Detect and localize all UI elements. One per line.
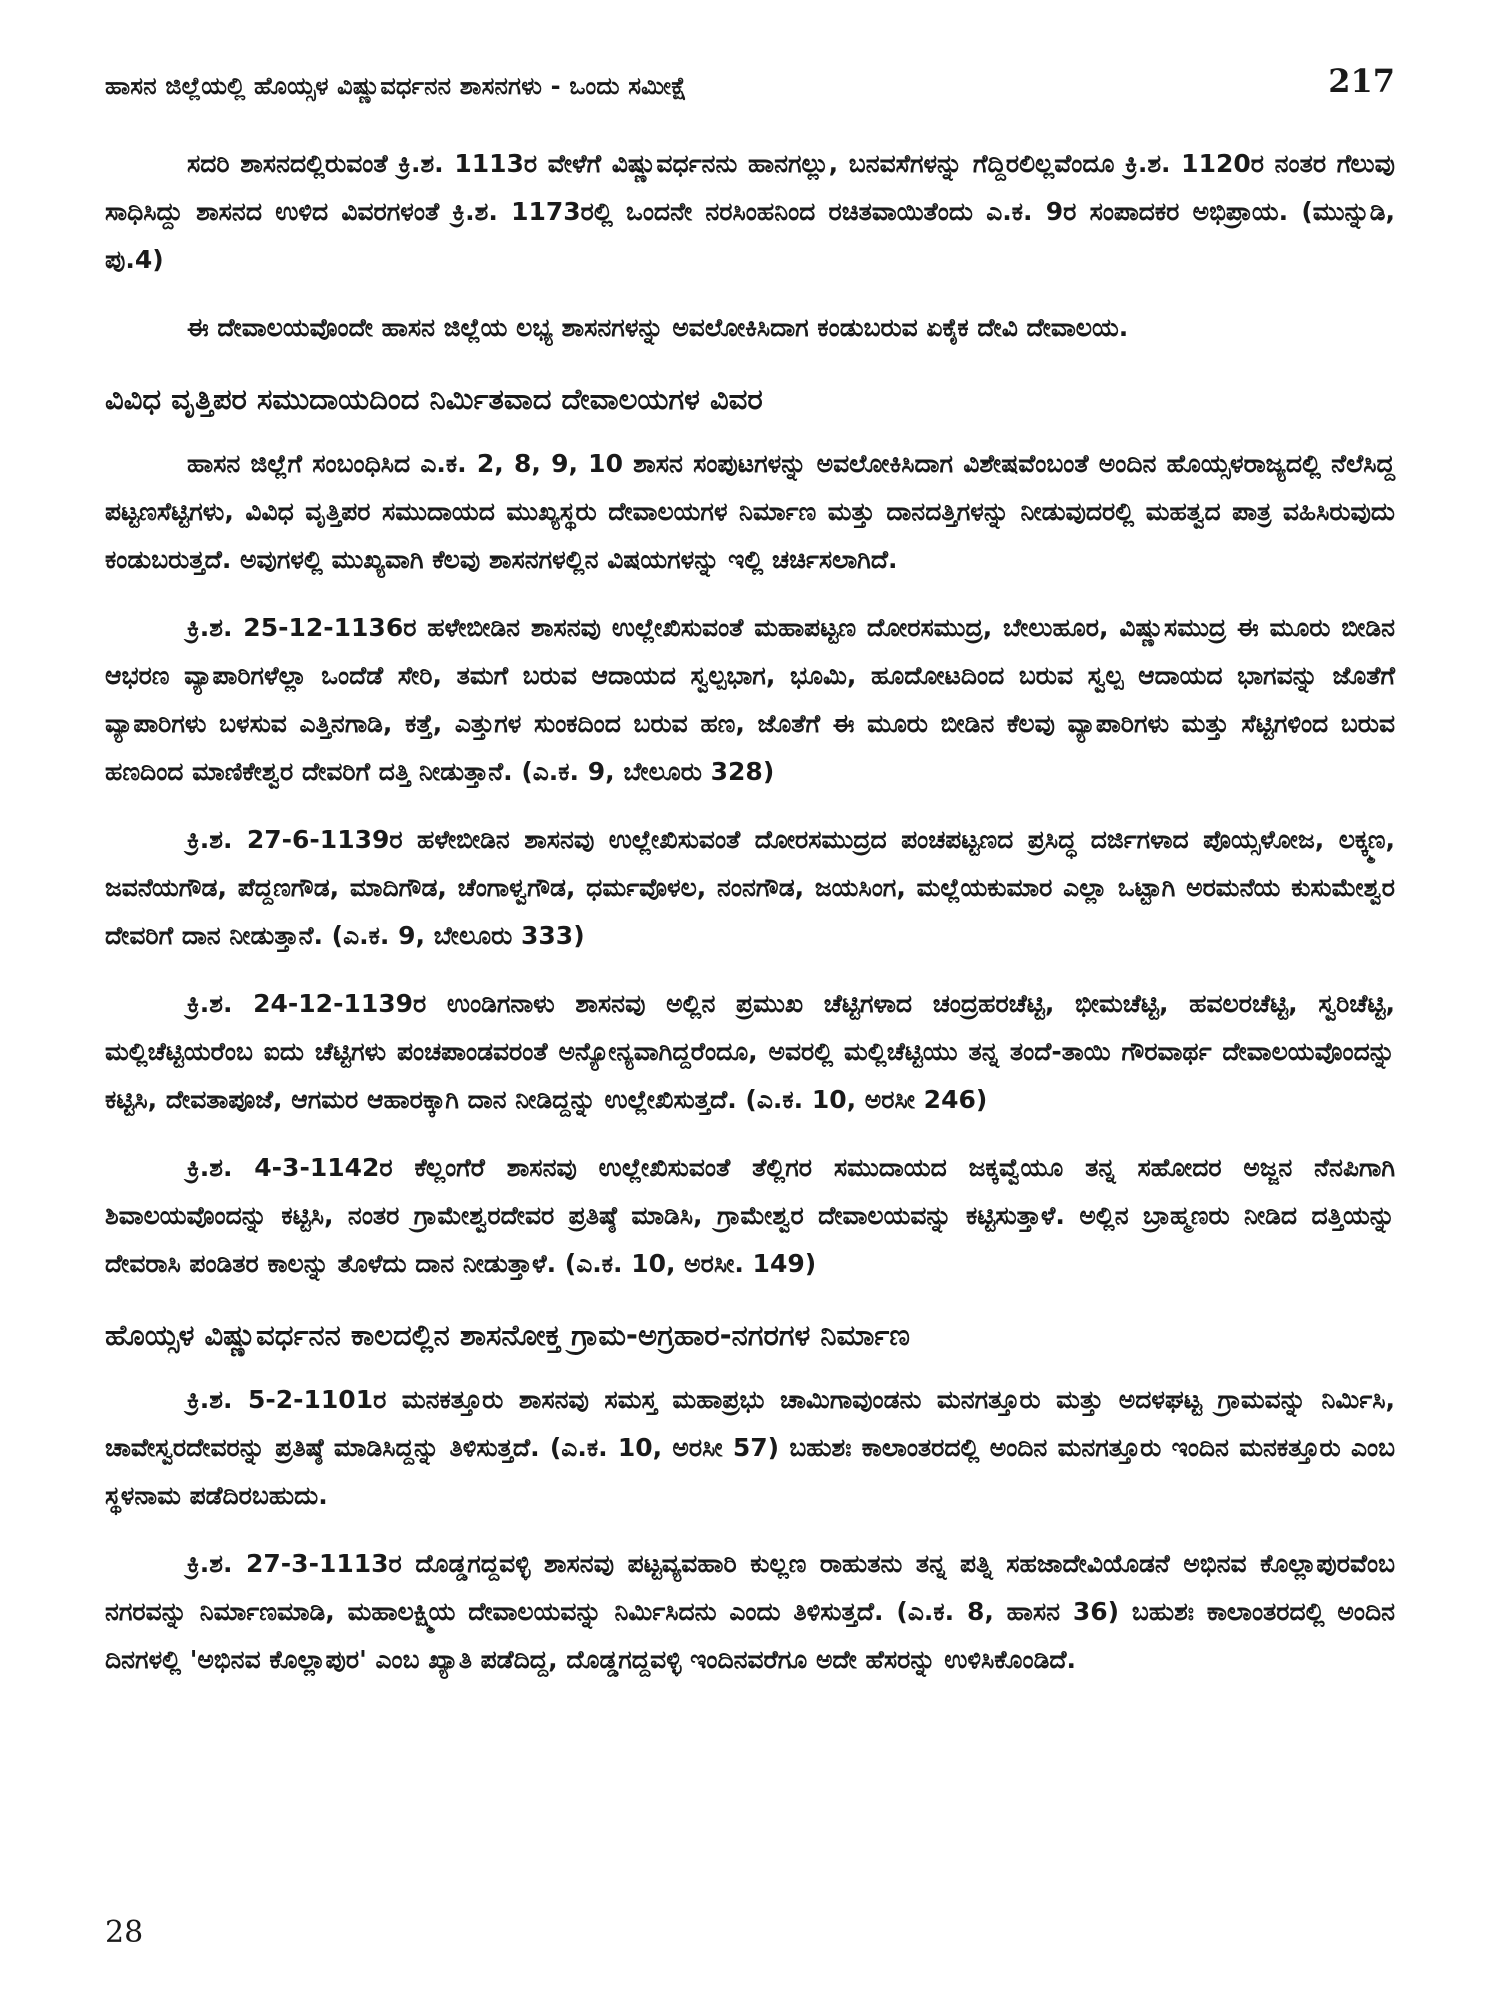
paragraph: ಸದರಿ ಶಾಸನದಲ್ಲಿರುವಂತೆ ಕ್ರಿ.ಶ. 1113ರ ವೇಳೆಗೆ ವಿಷ್ಣುವರ್ಧನನು ಹಾನಗಲ್ಲು, ಬನವಸೆಗಳನ್ನು ಗೆದ್ದಿರಲಿಲ್ಲವೆಂದೂ ಕ್ರಿ.ಶ. 1120ರ ನಂತರ ಗೆಲುವು ಸಾಧಿಸಿದ್ದು ಶಾಸನದ ಉಳಿದ ವಿವರಗಳಂತೆ ಕ್ರಿ.ಶ. 1173ರಲ್ಲಿ ಒಂದನೇ ನರಸಿಂಹನಿಂದ ರಚಿತವಾಯಿತೆಂದು ಎ.ಕ. 9ರ ಸಂಪಾದಕರ ಅಭಿಪ್ರಾಯ. (ಮುನ್ನುಡಿ, ಪು.4) bbox=[105, 149, 1395, 274]
page-number-top: 217 bbox=[1328, 62, 1395, 100]
running-head bbox=[105, 60, 1395, 100]
paragraph: ಕ್ರಿ.ಶ. 24-12-1139ರ ಉಂಡಿಗನಾಳು ಶಾಸನವು ಅಲ್ಲಿನ ಪ್ರಮುಖ ಚೆಟ್ಟಿಗಳಾದ ಚಂದ್ರಹರಚೆಟ್ಟಿ, ಭೀಮಚೆಟ್ಟಿ, ಹವಲರಚೆಟ್ಟಿ, ಸ್ವರಿಚೆಟ್ಟಿ, ಮಲ್ಲಿಚೆಟ್ಟಿಯರೆಂಬ ಐದು ಚೆಟ್ಟಿಗಳು ಪಂಚಪಾಂಡವರಂತೆ ಅನ್ಯೋನ್ಯವಾಗಿದ್ದರೆಂದೂ, ಅವರಲ್ಲಿ ಮಲ್ಲಿಚೆಟ್ಟಿಯು ತನ್ನ ತಂದೆ-ತಾಯಿ ಗೌರವಾರ್ಥ ದೇವಾಲಯವೊಂದನ್ನು ಕಟ್ಟಿಸಿ, ದೇವತಾಪೂಜೆ, ಆಗಮರ ಆಹಾರಕ್ಕಾಗಿ ದಾನ ನೀಡಿದ್ದನ್ನು ಉಲ್ಲೇಖಿಸುತ್ತದೆ. (ಎ.ಕ. 10, ಅರಸೀ 246) bbox=[105, 989, 1395, 1114]
paragraph: ಹಾಸನ ಜಿಲ್ಲೆಗೆ ಸಂಬಂಧಿಸಿದ ಎ.ಕ. 2, 8, 9, 10 ಶಾಸನ ಸಂಪುಟಗಳನ್ನು ಅವಲೋಕಿಸಿದಾಗ ವಿಶೇಷವೆಂಬಂತೆ ಅಂದಿನ ಹೊಯ್ಸಳರಾಜ್ಯದಲ್ಲಿ ನೆಲೆಸಿದ್ದ ಪಟ್ಟಣಸೆಟ್ಟಿಗಳು, ವಿವಿಧ ವೃತ್ತಿಪರ ಸಮುದಾಯದ ಮುಖ್ಯಸ್ಥರು ದೇವಾಲಯಗಳ ನಿರ್ಮಾಣ ಮತ್ತು ದಾನದತ್ತಿಗಳನ್ನು ನೀಡುವುದರಲ್ಲಿ ಮಹತ್ವದ ಪಾತ್ರ ವಹಿಸಿರುವುದು ಕಂಡುಬರುತ್ತದೆ. ಅವುಗಳಲ್ಲಿ ಮುಖ್ಯವಾಗಿ ಕೆಲವು ಶಾಸನಗಳಲ್ಲಿನ ವಿಷಯಗಳನ್ನು ಇಲ್ಲಿ ಚರ್ಚಿಸಲಾಗಿದೆ. bbox=[105, 449, 1395, 574]
running-title: ಹಾಸನ ಜಿಲ್ಲೆಯಲ್ಲಿ ಹೊಯ್ಸಳ ವಿಷ್ಣುವರ್ಧನನ ಶಾಸನಗಳು - ಒಂದು ಸಮೀಕ್ಷೆ bbox=[105, 72, 687, 100]
paragraph: ಕ್ರಿ.ಶ. 5-2-1101ರ ಮನಕತ್ತೂರು ಶಾಸನವು ಸಮಸ್ತ ಮಹಾಪ್ರಭು ಚಾಮಿಗಾವುಂಡನು ಮನಗತ್ತೂರು ಮತ್ತು ಅದಳಘಟ್ಟ ಗ್ರಾಮವನ್ನು ನಿರ್ಮಿಸಿ, ಚಾವೇಸ್ವರದೇವರನ್ನು ಪ್ರತಿಷ್ಠೆ ಮಾಡಿಸಿದ್ದನ್ನು ತಿಳಿಸುತ್ತದೆ. (ಎ.ಕ. 10, ಅರಸೀ 57) ಬಹುಶಃ ಕಾಲಾಂತರದಲ್ಲಿ ಅಂದಿನ ಮನಗತ್ತೂರು ಇಂದಿನ ಮನಕತ್ತೂರು ಎಂಬ ಸ್ಥಳನಾಮ ಪಡೆದಿರಬಹುದು. bbox=[105, 1385, 1395, 1510]
paragraph: ಕ್ರಿ.ಶ. 27-6-1139ರ ಹಳೇಬೀಡಿನ ಶಾಸನವು ಉಲ್ಲೇಖಿಸುವಂತೆ ದೋರಸಮುದ್ರದ ಪಂಚಪಟ್ಟಣದ ಪ್ರಸಿದ್ಧ ದರ್ಜಿಗಳಾದ ಪೊಯ್ಸಳೋಜ, ಲಕ್ಕ್ಮಣ, ಜವನೆಯಗೌಡ, ಪೆದ್ದಣಗೌಡ, ಮಾದಿಗೌಡ, ಚೆಂಗಾಳ್ವಗೌಡ, ಧರ್ಮವೊಳಲ, ನಂನಗೌಡ, ಜಯಸಿಂಗ, ಮಲ್ಲೆಯಕುಮಾರ ಎಲ್ಲಾ ಒಟ್ಟಾಗಿ ಅರಮನೆಯ ಕುಸುಮೇಶ್ವರ ದೇವರಿಗೆ ದಾನ ನೀಡುತ್ತಾನೆ. (ಎ.ಕ. 9, ಬೇಲೂರು 333) bbox=[105, 825, 1395, 950]
paragraph: ಈ ದೇವಾಲಯವೊಂದೇ ಹಾಸನ ಜಿಲ್ಲೆಯ ಲಭ್ಯ ಶಾಸನಗಳನ್ನು ಅವಲೋಕಿಸಿದಾಗ ಕಂಡುಬರುವ ಏಕೈಕ ದೇವಿ ದೇವಾಲಯ. bbox=[187, 313, 1129, 342]
paragraph: ಕ್ರಿ.ಶ. 27-3-1113ರ ದೊಡ್ಡಗದ್ದವಳ್ಳಿ ಶಾಸನವು ಪಟ್ಟವ್ಯವಹಾರಿ ಕುಲ್ಲಣ ರಾಹುತನು ತನ್ನ ಪತ್ನಿ ಸಹಜಾದೇವಿಯೊಡನೆ ಅಭಿನವ ಕೊಲ್ಲಾಪುರವೆಂಬ ನಗರವನ್ನು ನಿರ್ಮಾಣಮಾಡಿ, ಮಹಾಲಕ್ಷ್ಮಿಯ ದೇವಾಲಯವನ್ನು ನಿರ್ಮಿಸಿದನು ಎಂದು ತಿಳಿಸುತ್ತದೆ. (ಎ.ಕ. 8, ಹಾಸನ 36) ಬಹುಶಃ ಕಾಲಾಂತರದಲ್ಲಿ ಅಂದಿನ ದಿನಗಳಲ್ಲಿ 'ಅಭಿನವ ಕೊಲ್ಲಾಪುರ' ಎಂಬ ಖ್ಯಾತಿ ಪಡೆದಿದ್ದ, ದೊಡ್ಡಗದ್ದವಳ್ಳಿ ಇಂದಿನವರೆಗೂ ಅದೇ ಹೆಸರನ್ನು ಉಳಿಸಿಕೊಂಡಿದೆ. bbox=[105, 1549, 1395, 1674]
section-heading: ವಿವಿಧ ವೃತ್ತಿಪರ ಸಮುದಾಯದಿಂದ ನಿರ್ಮಿತವಾದ ದೇವಾಲಯಗಳ ವಿವರ bbox=[105, 382, 763, 416]
page-number-bottom: 28 bbox=[105, 1915, 144, 1950]
section-heading: ಹೊಯ್ಸಳ ವಿಷ್ಣುವರ್ಧನನ ಕಾಲದಲ್ಲಿನ ಶಾಸನೋಕ್ತ ಗ್ರಾಮ-ಅಗ್ರಹಾರ-ನಗರಗಳ ನಿರ್ಮಾಣ bbox=[105, 1318, 910, 1352]
page-body bbox=[105, 140, 1395, 1704]
paragraph: ಕ್ರಿ.ಶ. 4-3-1142ರ ಕೆಲ್ಲಂಗೆರೆ ಶಾಸನವು ಉಲ್ಲೇಖಿಸುವಂತೆ ತೆಲ್ಲಿಗರ ಸಮುದಾಯದ ಜಕ್ಕವ್ವೆಯೂ ತನ್ನ ಸಹೋದರ ಅಜ್ಜನ ನೆನಪಿಗಾಗಿ ಶಿವಾಲಯವೊಂದನ್ನು ಕಟ್ಟಿಸಿ, ನಂತರ ಗ್ರಾಮೇಶ್ವರದೇವರ ಪ್ರತಿಷ್ಠೆ ಮಾಡಿಸಿ, ಗ್ರಾಮೇಶ್ವರ ದೇವಾಲಯವನ್ನು ಕಟ್ಟಿಸುತ್ತಾಳೆ. ಅಲ್ಲಿನ ಬ್ರಾಹ್ಮಣರು ನೀಡಿದ ದತ್ತಿಯನ್ನು ದೇವರಾಸಿ ಪಂಡಿತರ ಕಾಲನ್ನು ತೊಳೆದು ದಾನ ನೀಡುತ್ತಾಳೆ. (ಎ.ಕ. 10, ಅರಸೀ. 149) bbox=[105, 1153, 1395, 1278]
paragraph: ಕ್ರಿ.ಶ. 25-12-1136ರ ಹಳೇಬೀಡಿನ ಶಾಸನವು ಉಲ್ಲೇಖಿಸುವಂತೆ ಮಹಾಪಟ್ಟಣ ದೋರಸಮುದ್ರ, ಬೇಲುಹೂರ, ವಿಷ್ಣುಸಮುದ್ರ ಈ ಮೂರು ಬೀಡಿನ ಆಭರಣ ವ್ಯಾಪಾರಿಗಳೆಲ್ಲಾ ಒಂದೆಡೆ ಸೇರಿ, ತಮಗೆ ಬರುವ ಆದಾಯದ ಸ್ವಲ್ಪಭಾಗ, ಭೂಮಿ, ಹೂದೋಟದಿಂದ ಬರುವ ಸ್ವಲ್ಪ ಆದಾಯದ ಭಾಗವನ್ನು ಜೊತೆಗೆ ವ್ಯಾಪಾರಿಗಳು ಬಳಸುವ ಎತ್ತಿನಗಾಡಿ, ಕತ್ತೆ, ಎತ್ತುಗಳ ಸುಂಕದಿಂದ ಬರುವ ಹಣ, ಜೊತೆಗೆ ಈ ಮೂರು ಬೀಡಿನ ಕೆಲವು ವ್ಯಾಪಾರಿಗಳು ಮತ್ತು ಸೆಟ್ಟಿಗಳಿಂದ ಬರುವ ಹಣದಿಂದ ಮಾಣಿಕೇಶ್ವರ ದೇವರಿಗೆ ದತ್ತಿ ನೀಡುತ್ತಾನೆ. (ಎ.ಕ. 9, ಬೇಲೂರು 328) bbox=[105, 613, 1395, 786]
